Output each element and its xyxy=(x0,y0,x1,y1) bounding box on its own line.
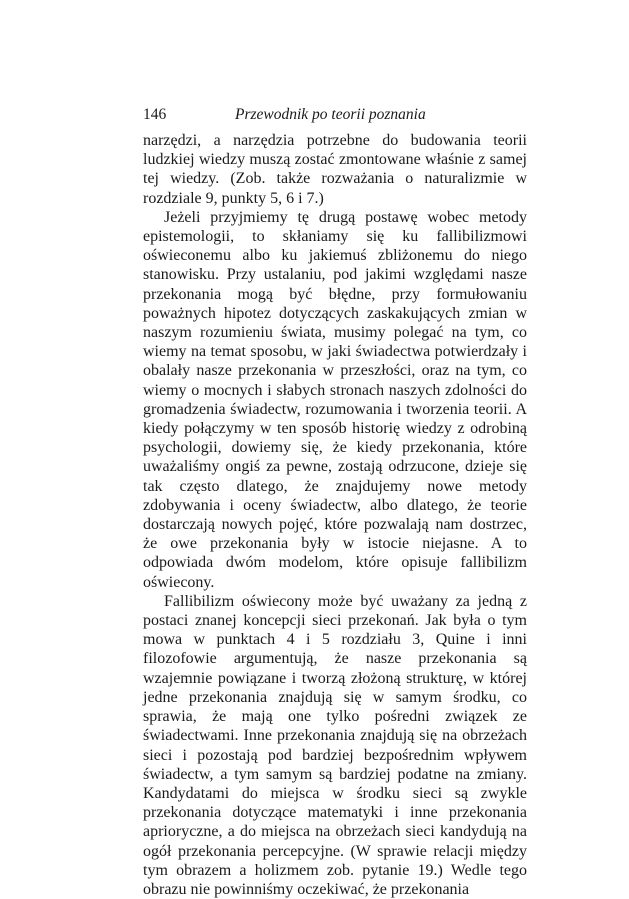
page-number: 146 xyxy=(143,106,167,123)
paragraph: Fallibilizm oświecony może być uważany za jedną z postaci znanej koncepcji sieci przekonań. Jak była o tym mowa w punktach 4 i 5 rozdziału 3, Quine i inni filozofowie argumentują, że nasze przekonania są wzajemnie powiązane i tworzą złożoną strukturę, w której jedne przekonania znajdują się w samym środku, co sprawia, że mają one tylko pośredni związek ze świadectwami. Inne przekonania znajdują się na obrzeżach sieci i pozostają pod bardziej bezpośrednim wpływem świadectw, a tym samym są bardziej podatne na zmiany. Kandydatami do miejsca w środku sieci są zwykle przekonania dotyczące matematyki i inne przekonania aprioryczne, a do miejsca na obrzeżach sieci kandydują na ogół przekonania percepcyjne. (W sprawie relacji między tym obrazem a holizmem zob. pytanie 19.) Wedle tego obrazu nie powinniśmy oczekiwać, że przekonania xyxy=(143,592,527,898)
running-head xyxy=(143,106,527,128)
paragraph-continuation: narzędzi, a narzędzia potrzebne do budowania teorii ludzkiej wiedzy muszą zostać zmontowane właśnie z samej tej wiedzy. (Zob. także rozważania o naturalizmie w rozdziale 9, punkty 5, 6 i 7.) xyxy=(143,132,527,207)
running-title: Przewodnik po teorii poznania xyxy=(235,106,426,123)
body-text xyxy=(143,131,527,899)
paragraph: Jeżeli przyjmiemy tę drugą postawę wobec metody epistemologii, to skłaniamy się ku fallibilizmowi oświeconemu albo ku jakiemuś zbliżonemu do niego stanowisku. Przy ustalaniu, pod jakimi względami nasze przekonania mogą być błędne, przy formułowaniu poważnych hipotez dotyczących zaskakujących zmian w naszym rozumieniu świata, musimy polegać na tym, co wiemy na temat sposobu, w jaki świadectwa potwierdzały i obalały nasze przekonania w przeszłości, oraz na tym, co wiemy o mocnych i słabych stronach naszych zdolności do gromadzenia świadectw, rozumowania i tworzenia teorii. A kiedy połączymy w ten sposób historię wiedzy z odrobiną psychologii, dowiemy się, że kiedy przekonania, które uważaliśmy ongiś za pewne, zostają odrzucone, dzieje się tak często dlatego, że znajdujemy nowe metody zdobywania i oceny świadectw, albo dlatego, że teorie dostarczają nowych pojęć, które pozwalają nam dostrzec, że owe przekonania były w istocie niejasne. A to odpowiada dwóm modelom, które opisuje fallibilizm oświecony. xyxy=(143,208,527,591)
